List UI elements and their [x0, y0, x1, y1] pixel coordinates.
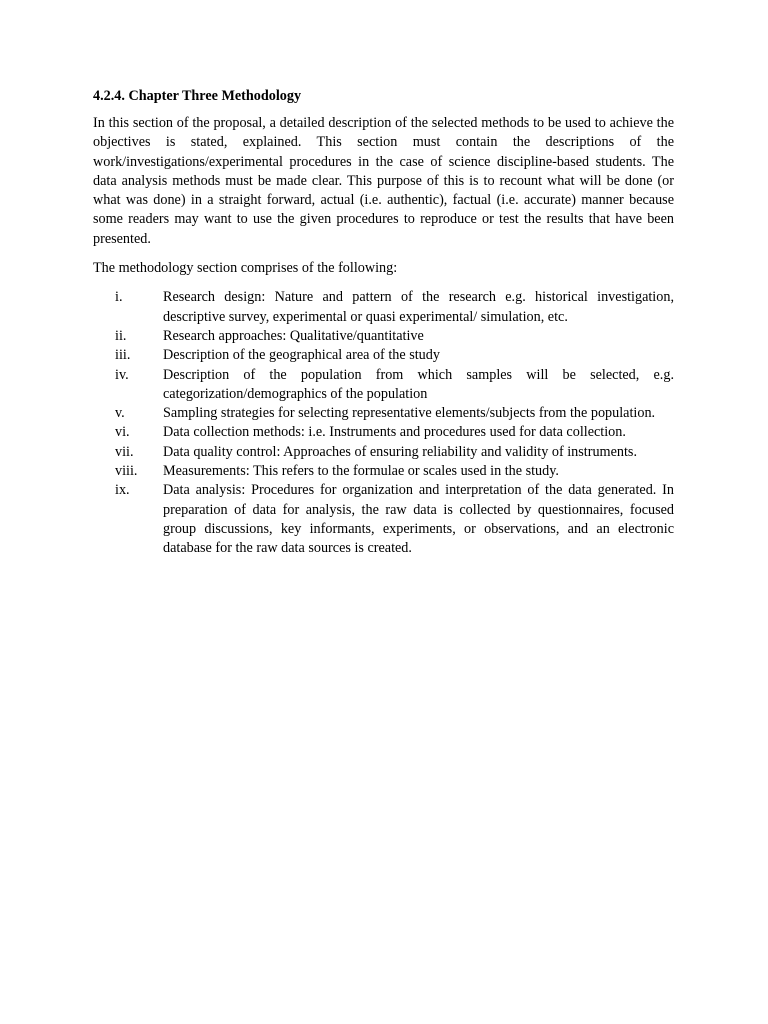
list-item: [93, 443, 674, 462]
list-item-text: Data quality control: Approaches of ensuring reliability and validity of instruments.: [163, 443, 637, 460]
list-marker: vi.: [115, 424, 130, 441]
list-marker: iv.: [115, 366, 129, 383]
list-marker: iii.: [115, 347, 131, 364]
list-item: [93, 346, 674, 365]
list-item-text: Research approaches: Qualitative/quantitative: [163, 327, 424, 344]
list-item: [93, 288, 674, 327]
list-item: [93, 423, 674, 442]
list-item-text: Description of the geographical area of the study: [163, 347, 440, 364]
document-page: [93, 87, 674, 559]
list-item: [93, 327, 674, 346]
list-item-text: Sampling strategies for selecting representative elements/subjects from the population.: [163, 405, 656, 422]
section-paragraph: In this section of the proposal, a detailed description of the selected methods to be used to achieve the objectives is stated, explained. This section must contain the descriptions of the work/investigations/experimental procedures in the case of science discipline-based students. The data analysis methods must be made clear. This purpose of this is to recount what will be done (or what was done) in a straight forward, actual (i.e. authentic), factual (i.e. accurate) manner because some readers may want to use the given procedures to reproduce or test the results that have been presented.: [93, 115, 674, 247]
list-marker: v.: [115, 405, 125, 422]
list-item-text: Measurements: This refers to the formulae or scales used in the study.: [163, 463, 559, 480]
list-item-text: Data analysis: Procedures for organization and interpretation of the data generated. In preparation of data for analysis, the raw data is collected by questionnaires, focused group discussions, key informants, experiments, or observations, and an electronic database for the raw data sources is created.: [163, 482, 674, 557]
list-marker: viii.: [115, 463, 138, 480]
list-item: [93, 462, 674, 481]
list-item-text: Data collection methods: i.e. Instruments and procedures used for data collection.: [163, 424, 626, 441]
list-intro: The methodology section comprises of the following:: [93, 260, 398, 277]
list-item: [93, 404, 674, 423]
list-marker: i.: [115, 289, 123, 306]
list-marker: ii.: [115, 327, 127, 344]
list-item-text: Research design: Nature and pattern of the research e.g. historical investigation, descriptive survey, experimental or quasi experimental/ simulation, etc.: [163, 289, 674, 325]
list-marker: ix.: [115, 482, 130, 499]
list-item-text: Description of the population from which samples will be selected, e.g. categorization/demographics of the population: [163, 366, 674, 402]
section-heading: 4.2.4. Chapter Three Methodology: [93, 88, 302, 104]
methodology-list: [93, 288, 674, 558]
list-marker: vii.: [115, 443, 134, 460]
list-item: [93, 481, 674, 558]
list-item: [93, 366, 674, 405]
